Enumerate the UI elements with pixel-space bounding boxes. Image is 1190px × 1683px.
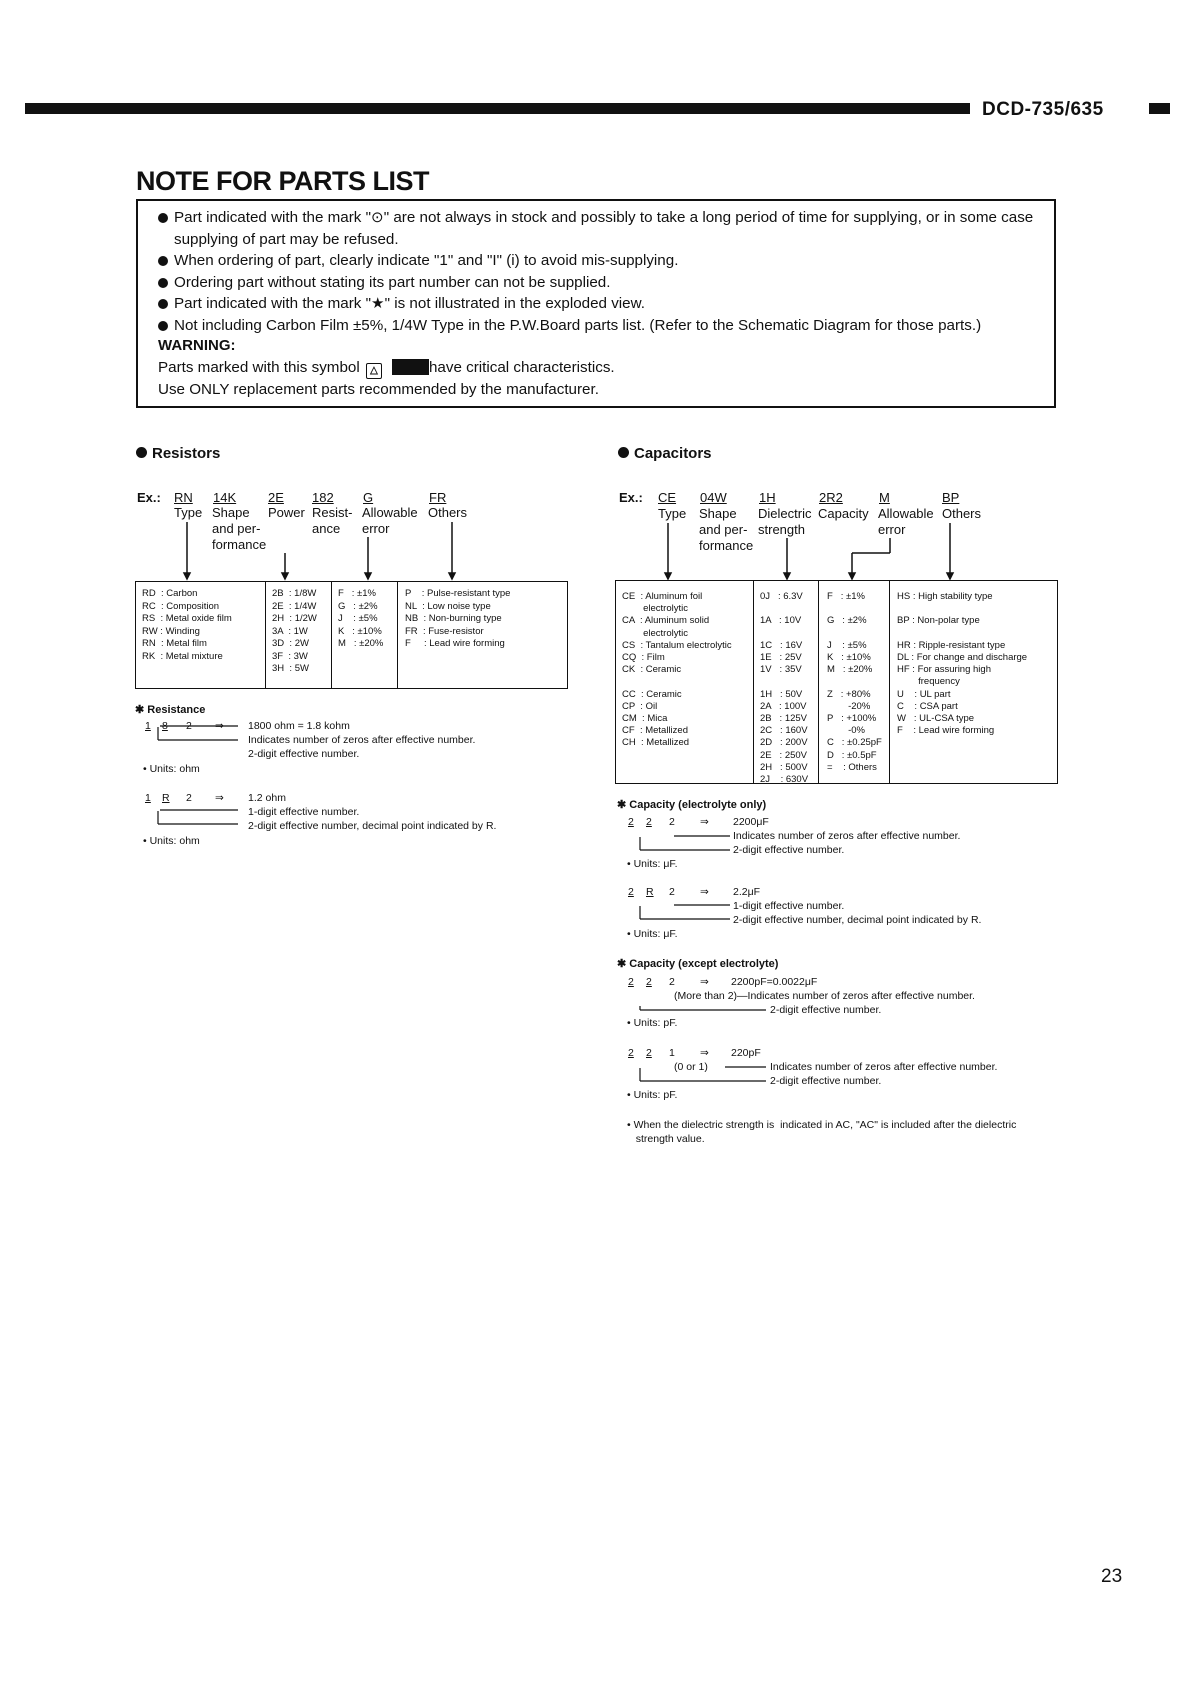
label-power: Power <box>268 505 305 520</box>
capacitor-code-capacity: 2R2 <box>819 490 843 505</box>
electrolyte-head: ✱ Capacity (electrolyte only) <box>617 799 767 811</box>
cap-units: • Units: pF. <box>627 1089 678 1101</box>
cap-ex3-note: 2-digit effective number. <box>770 1004 882 1016</box>
resistor-code-error: G <box>363 490 374 505</box>
resistor-code-shape: 14K <box>213 490 237 505</box>
label-formance: formance <box>212 537 267 552</box>
capacitor-code-table <box>615 580 1058 784</box>
res-ex2-note: 1-digit effective number. <box>248 806 360 818</box>
cap-ex3-note: (More than 2)—Indicates number of zeros after effective number. <box>674 990 975 1002</box>
resistor-code-others: FR <box>429 490 447 505</box>
cap-ex4-digit: 2 <box>646 1047 652 1059</box>
cap-ex4-note: 2-digit effective number. <box>770 1075 882 1087</box>
capacitor-code-error: M <box>879 490 890 505</box>
cap-ex1-digit: 2 <box>646 816 652 828</box>
resistor-type-list: RD : Carbon RC : Composition RS : Metal oxide film RW : Winding RN : Metal film RK : Metal mixture <box>142 588 232 662</box>
resistor-error-list: F : ±1% G : ±2% J : ±5% K : ±10% M : ±20% <box>338 588 384 649</box>
model-number: DCD-735/635 <box>982 99 1104 120</box>
cap-ex4-note: Indicates number of zeros after effective number. <box>770 1061 998 1073</box>
cap-ex3-digit: 2 <box>646 976 652 988</box>
res-ex2-digit: 2 <box>186 792 192 804</box>
warning-triangle-icon: △ <box>366 363 382 379</box>
res-ex1-digit: 8 <box>162 720 168 732</box>
res-ex1-note: 2-digit effective number. <box>248 748 360 760</box>
cap-ex1-result: 2200μF <box>733 816 769 828</box>
note-item: When ordering of part, clearly indicate "1" and "I" (i) to avoid mis-supplying. <box>158 250 1048 272</box>
cap-units: • Units: μF. <box>627 858 678 870</box>
arrow-icon: ⇒ <box>700 886 709 898</box>
non-electrolyte-head: ✱ Capacity (except electrolyte) <box>617 958 779 970</box>
cap-units: • Units: μF. <box>627 928 678 940</box>
res-ex1-digit: 1 <box>145 720 151 732</box>
res-ex2-note: 2-digit effective number, decimal point indicated by R. <box>248 820 497 832</box>
resistor-code-type: RN <box>174 490 193 505</box>
res-units: • Units: ohm <box>143 835 200 847</box>
cap-ex1-note: 2-digit effective number. <box>733 844 845 856</box>
warning-line-2: Use ONLY replacement parts recommended by the manufacturer. <box>158 381 599 398</box>
arrow-icon: ⇒ <box>700 1047 709 1059</box>
label-shape: Shape <box>212 505 250 520</box>
cap-ex1-digit: 2 <box>628 816 634 828</box>
cap-ex2-digit: R <box>646 886 654 898</box>
capacitor-voltage-list: 0J : 6.3V 1A : 10V 1C : 16V 1E : 25V 1V : 35V 1H : 50V 2A : 100V 2B : 125V 2C : 160V 2D : 200V 2E : 250V 2H : 500V 2J : 630V <box>760 591 809 786</box>
cap-ex3-digit: 2 <box>628 976 634 988</box>
label-and-per: and per- <box>699 522 748 537</box>
cap-ex4-digit: 2 <box>628 1047 634 1059</box>
arrow-icon: ⇒ <box>700 816 709 828</box>
label-shape: Shape <box>699 506 737 521</box>
cap-ex2-note: 1-digit effective number. <box>733 900 845 912</box>
capacitor-error-list: F : ±1% G : ±2% J : ±5% K : ±10% M : ±20% Z : +80% -20% P : +100% -0% C : ±0.25pF D : ±0.5pF = : Others <box>827 591 882 773</box>
warning-text-2: have critical characteristics. <box>428 359 615 376</box>
resistor-power-list: 2B : 1/8W 2E : 1/4W 2H : 1/2W 3A : 1W 3D : 2W 3F : 3W 3H : 5W <box>272 588 317 674</box>
label-formance: formance <box>699 538 754 553</box>
label-others: Others <box>428 505 468 520</box>
capacitor-code-others: BP <box>942 490 960 505</box>
note-item: Ordering part without stating its part number can not be supplied. <box>158 272 1048 294</box>
dielectric-footnote: • When the dielectric strength is indicated in AC, "AC" is included after the dielectric strength value. <box>627 1119 1017 1145</box>
cap-ex3-result: 2200pF=0.0022μF <box>731 976 818 988</box>
label-strength: strength <box>758 522 805 537</box>
label-capacity: Capacity <box>818 506 869 521</box>
label-dielectric: Dielectric <box>758 506 812 521</box>
capacitor-ex-label: Ex.: <box>619 490 643 505</box>
cap-ex4-result: 220pF <box>731 1047 761 1059</box>
note-item: Not including Carbon Film ±5%, 1/4W Type in the P.W.Board parts list. (Refer to the Schematic Diagram for those parts.) <box>158 315 1048 337</box>
cap-ex1-note: Indicates number of zeros after effective number. <box>733 830 961 842</box>
capacitor-code-shape: 04W <box>700 490 727 505</box>
arrow-icon: ⇒ <box>215 720 224 732</box>
page-number: 23 <box>1101 1566 1123 1587</box>
cap-ex2-result: 2.2μF <box>733 886 761 898</box>
cap-ex2-digit: 2 <box>628 886 634 898</box>
res-ex2-digit: 1 <box>145 792 151 804</box>
resistor-ex-label: Ex.: <box>137 490 161 505</box>
arrow-icon: ⇒ <box>700 976 709 988</box>
cap-ex1-digit: 2 <box>669 816 675 828</box>
cap-ex2-digit: 2 <box>669 886 675 898</box>
warning-title: WARNING: <box>158 337 236 354</box>
arrow-icon: ⇒ <box>215 792 224 804</box>
resistors-title: Resistors <box>136 445 220 462</box>
capacitor-type-list: CE : Aluminum foil electrolytic CA : Aluminum solid electrolytic CS : Tantalum electrolytic CQ : Film CK : Ceramic CC : Ceramic CP : Oil CM : Mica CF : Metallized CH : Metallized <box>622 591 732 749</box>
resistor-code-table <box>135 581 568 689</box>
resistor-others-list: P : Pulse-resistant type NL : Low noise type NB : Non-burning type FR : Fuse-resistor F : Lead wire forming <box>405 588 511 649</box>
cap-ex2-note: 2-digit effective number, decimal point indicated by R. <box>733 914 982 926</box>
resistor-code-power: 2E <box>268 490 284 505</box>
capacitor-code-voltage: 1H <box>759 490 776 505</box>
capacitor-code-type: CE <box>658 490 677 505</box>
label-ance: ance <box>312 521 341 536</box>
label-others: Others <box>942 506 982 521</box>
page-title: NOTE FOR PARTS LIST <box>136 166 429 196</box>
label-type: Type <box>174 505 203 520</box>
label-resist: Resist- <box>312 505 353 520</box>
note-item: Part indicated with the mark "★" is not illustrated in the exploded view. <box>158 293 1048 315</box>
label-type: Type <box>658 506 687 521</box>
resistance-head: ✱ Resistance <box>135 704 206 716</box>
res-ex1-result: 1800 ohm = 1.8 kohm <box>248 720 350 732</box>
res-ex2-result: 1.2 ohm <box>248 792 286 804</box>
cap-ex4-note: (0 or 1) <box>674 1061 708 1073</box>
cap-units: • Units: pF. <box>627 1017 678 1029</box>
capacitors-title: Capacitors <box>618 445 712 462</box>
label-error: error <box>878 522 906 537</box>
res-ex1-digit: 2 <box>186 720 192 732</box>
capacitor-others-list: HS : High stability type BP : Non-polar type HR : Ripple-resistant type DL : For change and discharge HF : For assuring high frequency U : UL part C : CSA part W : UL-CSA type F : Lead wire forming <box>897 591 1028 737</box>
label-error: error <box>362 521 390 536</box>
res-ex2-digit: R <box>162 792 170 804</box>
cap-ex4-digit: 1 <box>669 1047 675 1059</box>
resistor-code-resistance: 182 <box>312 490 334 505</box>
res-units: • Units: ohm <box>143 763 200 775</box>
res-ex1-note: Indicates number of zeros after effective number. <box>248 734 476 746</box>
label-allowable: Allowable <box>362 505 418 520</box>
note-item: Part indicated with the mark "⊙" are not always in stock and possibly to take a long period of time for supplying, or in some case supplying of part may be refused. <box>158 207 1048 250</box>
label-and-per: and per- <box>212 521 261 536</box>
cap-ex3-digit: 2 <box>669 976 675 988</box>
warning-text: Parts marked with this symbol <box>158 359 360 376</box>
label-allowable: Allowable <box>878 506 934 521</box>
